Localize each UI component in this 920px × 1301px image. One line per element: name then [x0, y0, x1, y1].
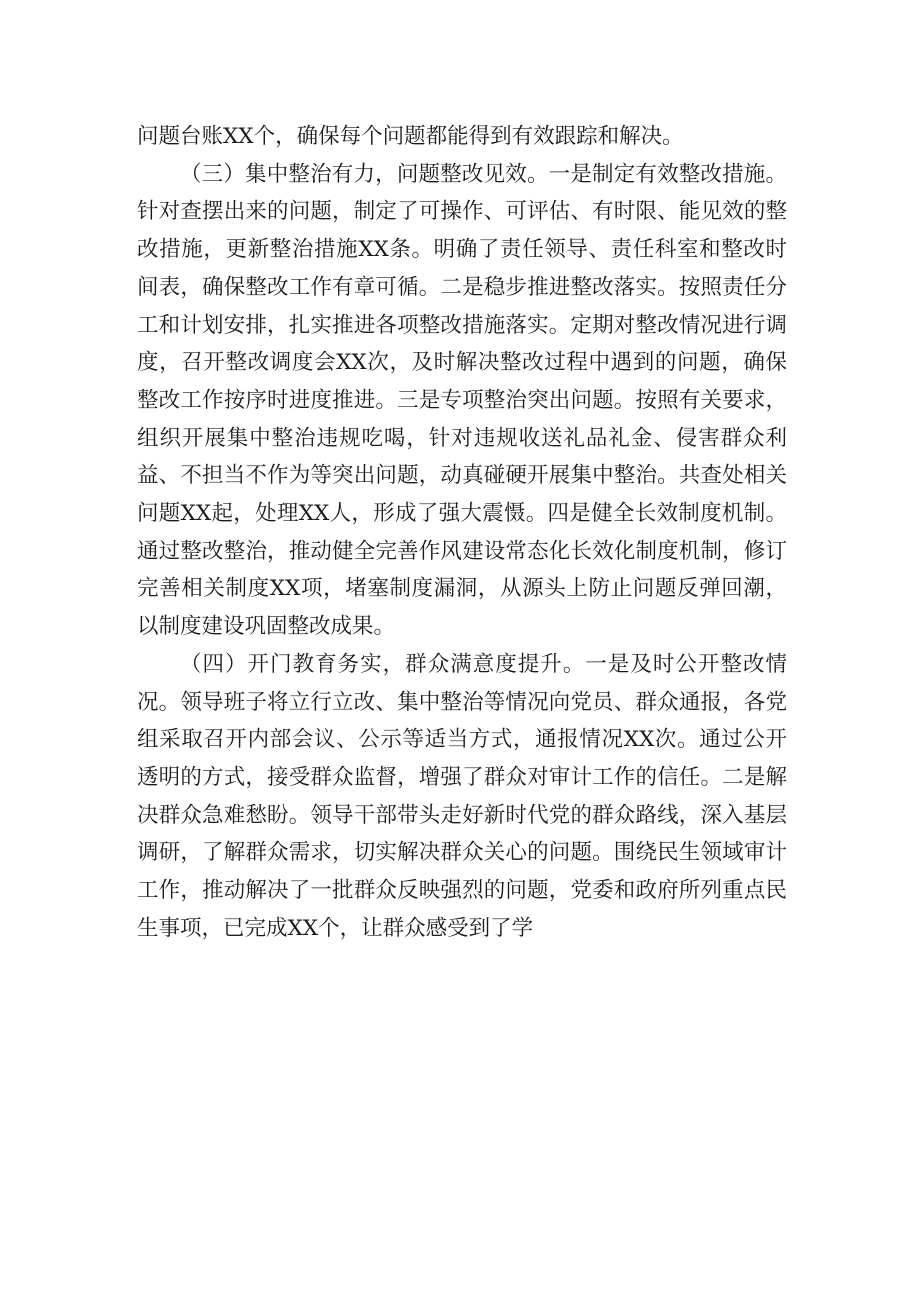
paragraph-continuation: 问题台账XX个，确保每个问题都能得到有效跟踪和解决。	[137, 124, 684, 149]
paragraph-section-four: （四）开门教育务实，群众满意度提升。一是及时公开整改情况。领导班子将立行立改、集中整治等情况向党员、群众通报，各党组采取召开内部会议、公示等适当方式，通报情况XX次。通过公开透明的方式，接受群众监督，增强了群众对审计工作的信任。二是解决群众急难愁盼。领导干部带头走好新时代党的群众路线，深入基层调研，了解群众需求，切实解决群众关心的问题。围绕民生领域审计工作，推动解决了一批群众反映强烈的问题，党委和政府所列重点民生事项，已完成XX个，让群众感受到了学	[137, 651, 787, 941]
document-body	[137, 118, 787, 947]
paragraph-section-three: （三）集中整治有力，问题整改见效。一是制定有效整改措施。针对查摆出来的问题，制定了可操作、可评估、有时限、能见效的整改措施，更新整治措施XX条。明确了责任领导、责任科室和整改时间表，确保整改工作有章可循。二是稳步推进整改落实。按照责任分工和计划安排，扎实推进各项整改措施落实。定期对整改情况进行调度，召开整改调度会XX次，及时解决整改过程中遇到的问题，确保整改工作按序时进度推进。三是专项整治突出问题。按照有关要求，组织开展集中整治违规吃喝，针对违规收送礼品礼金、侵害群众利益、不担当不作为等突出问题，动真碰硬开展集中整治。共查处相关问题XX起，处理XX人，形成了强大震慑。四是健全长效制度机制。通过整改整治，推动健全完善作风建设常态化长效化制度机制，修订完善相关制度XX项，堵塞制度漏洞，从源头上防止问题反弹回潮，以制度建设巩固整改成果。	[137, 161, 787, 640]
